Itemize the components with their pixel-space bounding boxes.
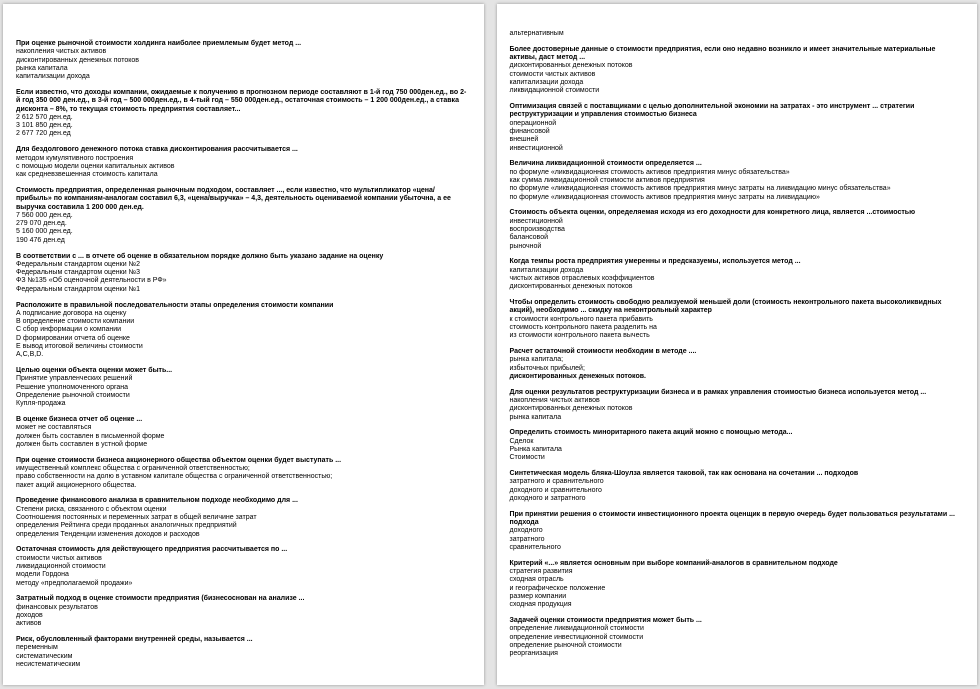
answer-option: избыточных прибылей; [509,364,585,372]
answer-option: определения Рейтинга среди проданных аналогичных предприятий [16,522,237,530]
answer-option: 2 677 720 ден.ед [16,130,71,138]
answer-option: может не составляться [16,424,92,432]
answer-option: альтернативным [509,30,564,37]
question-text: Риск, обусловленный факторами внутренней среды, называется ... [16,636,253,644]
question-text: Когда темпы роста предприятия умеренны и предсказуемы, используется метод ... [509,258,801,266]
answer-option: рынка капитала [16,64,68,72]
question-text: Стоимость объекта оценки, определяемая исходя из его доходности для конкретного лица, является ...стоимостью [509,209,916,217]
answer-option: инвестиционной [509,144,563,152]
answer-option: Федеральным стандартом оценки №1 [16,285,140,293]
question-text: Чтобы определить стоимость свободно реализуемой меньшей доли (стоимость неконтрольного пакета высоколиквидных акций), необходимо ... скидку на неконтрольный характер [509,299,942,315]
answer-option: 279 070 ден.ед. [16,220,67,228]
answer-option: доходов [16,612,43,620]
answer-option: несистематическим [16,661,81,668]
question-block [510,258,965,291]
answer-option: дисконтированных денежных потоков [509,283,633,291]
question-text: Стоимость предприятия, определенная рыночным подходом, составляет ..., если известно, что мультипликатор «цена/прибыль» по компаниям-аналогам составил 6,3, «цена/выручка» – 4,3, деятельность оцениваемой компании убыточна, а ее выручка составила 1 200 000 ден.ед. [16,186,451,211]
answer-option: рынка капитала [509,413,562,421]
question-text: Синтетическая модель бляка-Шоулза является таковой, так как основана на сочетании ... подходов [509,470,859,478]
page-1 [3,4,484,685]
question-text: Величина ликвидационной стоимости определяется ... [509,160,702,168]
answer-option: активов [16,620,42,628]
answer-option: Сделок [509,437,534,445]
answer-option: определения Тенденции изменения доходов и расходов [16,530,200,538]
answer-option: Купля-продажа [16,400,66,408]
answer-option: и географическое положение [509,584,606,592]
answer-option: дисконтированных денежных потоков [16,56,140,64]
answer-option: методом кумулятивного построения [16,154,134,162]
question-block [510,30,965,38]
question-text: При принятии решения о стоимости инвестиционного проекта оценщик в первую очередь будет пользоваться результатами ... подхода [509,510,955,527]
answer-option: имущественный комплекс общества с ограниченной ответственностью; [16,465,250,473]
question-text: Более достоверные данные о стоимости предприятия, если оно недавно возникло и имеет значительные материальные активы, даст метод ... [509,45,936,62]
answer-option: Рынка капитала [509,445,562,453]
answer-option: стратегия развития [509,568,573,576]
question-block [16,595,471,628]
answer-option: из стоимости контрольного пакета вычесть [509,332,650,340]
answer-option: воспроизводства [509,225,565,233]
answer-option: должен быть составлен в письменной форме [16,432,165,440]
question-text: Расположите в правильной последовательности этапы определения стоимости компании [16,301,334,309]
question-block [16,546,471,587]
question-block [510,348,965,381]
answer-option: стоимости чистых активов [16,554,102,562]
answer-option: Е вывод итоговой величины стоимости [16,343,143,350]
answer-option: ликвидационной стоимости [509,87,600,95]
answer-option: определение инвестиционной стоимости [509,633,644,641]
answer-option: рынка капитала; [509,356,564,364]
question-block [16,40,471,81]
question-block [16,253,471,294]
question-text: Определить стоимость миноритарного пакета акций можно с помощью метода... [509,429,793,437]
question-block [510,470,965,503]
answer-option: чистых активов отраслевых коэффициентов [509,274,655,282]
answer-option: как средневзвешенная стоимость капитала [16,171,158,179]
question-text: Затратный подход в оценке стоимости предприятия (бизнесоснован на анализе ... [16,595,305,603]
question-block [16,146,471,179]
answer-option: доходного [509,527,543,535]
answer-option: Принятие управленческих решений [16,375,133,383]
answer-option: капитализации дохода [16,73,90,81]
question-text: Если известно, что доходы компании, ожидаемые к получению в прогнозном периоде составляют в 1-й год 750 000ден.ед., во 2-й год 350 000 ден.ед., в 3-й год – 500 000ден.ед., в 4-тый год – 550 000ден.ед., остаточная стоимость – 1 200 000ден.ед., а ставка дисконта – 8%, то текущая стоимость предприятия составляет... [16,88,467,113]
question-block [510,160,965,201]
answer-option: накопления чистых активов [16,48,107,56]
answer-option: как сумма ликвидационной стоимости активов предприятия [509,176,705,184]
question-block [16,416,471,449]
answer-option: размер компании [509,592,567,600]
question-block [16,89,471,139]
answer-option: финансовой [509,127,550,135]
question-text: При оценке рыночной стоимости холдинга наиболее приемлемым будет метод ... [16,40,302,47]
answer-option: реорганизация [509,650,558,658]
answer-option: А,С,B,D. [16,351,44,359]
question-block [510,299,965,340]
answer-option: доходного и сравнительного [509,486,602,494]
question-text: При оценке стоимости бизнеса акционерного общества объектом оценки будет выступать ... [16,456,342,464]
answer-option: сходная отрасль [509,576,564,584]
answer-option: балансовой [509,234,548,242]
answer-option: право собственности на долю в уставном капитале общества с ограниченной ответственностью; [16,473,333,481]
answer-option: дисконтированных денежных потоков [509,62,633,70]
answer-option: 2 612 570 ден.ед. [16,113,73,121]
answer-option: методу «предполагаемой продажи» [16,579,133,587]
question-block [510,560,965,610]
answer-option: Определение рыночной стоимости [16,391,130,399]
answer-option: 7 560 000 ден.ед. [16,211,73,219]
question-text: В соответствии с ... в отчете об оценке в обязательном порядке должно быть указано задание на оценку [16,252,384,260]
answer-option: накопления чистых активов [509,396,600,404]
answer-option: должен быть составлен в устной форме [16,440,148,448]
answer-option: к стоимости контрольного пакета прибавить [509,315,653,323]
answer-option: дисконтированных денежных потоков [509,405,633,413]
answer-option: рыночной [509,242,542,250]
answer-option: ликвидационной стоимости [16,563,106,571]
answer-option: по формуле «ликвидационная стоимость активов предприятия минус затраты на ликвидацию» [509,193,820,201]
answer-option: систематическим [16,652,73,660]
answer-option: операционной [509,119,557,127]
question-block [16,636,471,669]
question-block [510,46,965,96]
answer-option: сравнительного [509,543,561,551]
question-block [16,367,471,408]
answer-option: Стоимости [509,454,545,462]
answer-option: D формировании отчета об оценке [16,334,130,342]
answer-option: затратного [509,535,545,543]
answer-option: затратного и сравнительного [509,478,604,486]
question-text: Для оценки результатов реструктуризации бизнеса и в рамках управления стоимостью бизнеса используется метод ... [509,388,927,396]
question-block [510,209,965,250]
question-block [510,617,965,658]
page-2 [497,4,978,685]
answer-option: переменным [16,644,58,652]
answer-option: С сбор информации о компании [16,326,122,334]
answer-option: Соотношения постоянных и переменных затрат в общей величине затрат [16,514,257,522]
answer-option: с помощью модели оценки капитальных активов [16,162,175,170]
question-text: Задачей оценки стоимости предприятия может быть ... [509,617,702,625]
answer-option: сходная продукция [509,601,572,609]
answer-option: Федеральным стандартом оценки №2 [16,260,140,268]
answer-option: модели Гордона [16,571,69,579]
answer-option: по формуле «ликвидационная стоимость активов предприятия минус обязательства» [509,168,790,176]
answer-option: 3 101 850 ден.ед. [16,122,73,130]
answer-option: внешней [509,136,539,144]
answer-option: ФЗ №135 «Об оценочной деятельности в РФ» [16,277,167,285]
answer-option: В определение стоимости компании [16,318,135,326]
answer-option: 5 160 000 ден.ед. [16,228,73,236]
question-text: Расчет остаточной стоимости необходим в методе .... [509,348,697,355]
answer-option: по формуле «ликвидационная стоимость активов предприятия минус затраты на ликвидацию минус обязательства» [509,185,891,193]
question-block [16,497,471,538]
question-text: В оценке бизнеса отчет об оценке ... [16,416,143,424]
question-block [510,429,965,462]
answer-option: 190 476 ден.ед [16,236,65,244]
question-block [510,103,965,153]
answer-option: инвестиционной [509,217,563,225]
answer-option: финансовых результатов [16,603,98,611]
answer-option: определение ликвидационной стоимости [509,625,644,633]
question-block [16,187,471,245]
question-text: Проведение финансового анализа в сравнительном подходе необходимо для ... [16,497,298,505]
answer-option: Федеральным стандартом оценки №3 [16,269,140,277]
question-block [510,511,965,552]
answer-option: А подписание договора на оценку [16,309,127,317]
question-block [16,457,471,490]
answer-option: пакет акций акционерного общества. [16,481,137,489]
answer-option: доходного и затратного [509,494,586,502]
answer-option: Решение уполномоченного органа [16,383,129,391]
question-text: Критерий «...» является основным при выборе компаний-аналогов в сравнительном подходе [509,559,838,567]
question-block [510,389,965,422]
question-text: Целью оценки объекта оценки может быть... [16,367,173,375]
answer-option: капитализации дохода [509,266,584,274]
question-text: Остаточная стоимость для действующего предприятия рассчитывается по ... [16,546,288,554]
answer-option: дисконтированных денежных потоков. [509,372,646,380]
answer-option: стоимость контрольного пакета разделить на [509,323,657,331]
answer-option: Степени риска, связанного с объектом оценки [16,505,167,513]
answer-option: определение рыночной стоимости [509,641,622,649]
question-block [16,302,471,360]
answer-option: капитализации дохода [509,78,584,86]
answer-option: стоимости чистых активов [509,70,596,78]
question-text: Для бездолгового денежного потока ставка дисконтирования рассчитывается ... [16,146,298,154]
question-text: Оптимизация связей с поставщиками с целью дополнительной экономии на затратах - это инструмент ... стратегии реструктуризации и управления стоимостью бизнеса [509,103,915,119]
